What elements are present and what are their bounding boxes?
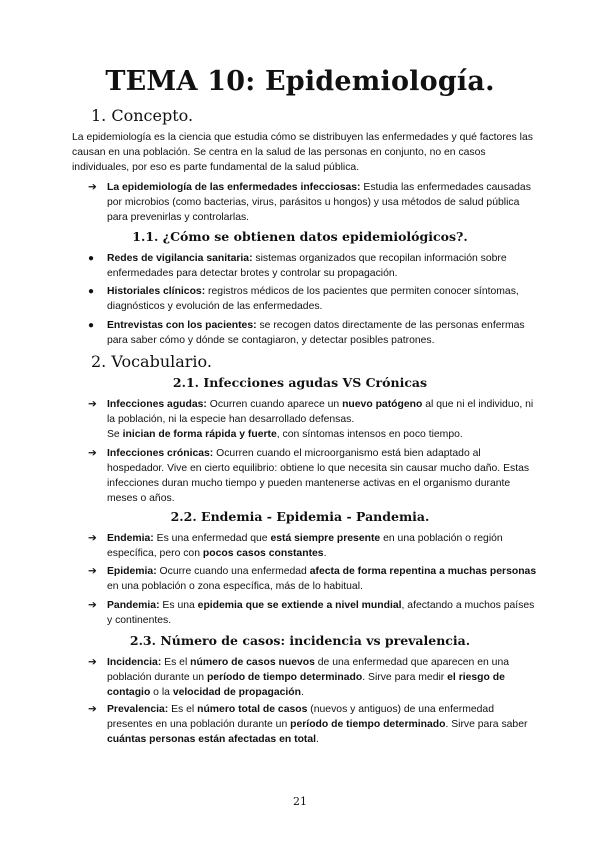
concepto-paragraph: La epidemiología es la ciencia que estudia cómo se distribuyen las enfermedades y qué factores las causan en una población. Se centra en la salud de las personas en conjunto, no en casos individuales, por eso es parte fundamental de la salud pública.: [72, 132, 533, 173]
section-heading-vocabulario: 2. Vocabulario.: [91, 352, 212, 371]
list-item-epidemiologia-infecciosas: ➔ La epidemiología de las enfermedades infecciosas: Estudia las enfermedades causadas por microbios (como bacterias, virus, parásitos u hongos) y usa métodos de salud pública para prevenirlas y controlarlas.: [88, 182, 531, 223]
bullet-icon: ●: [88, 253, 95, 264]
list-item-infecciones-cronicas: ➔ Infecciones crónicas: Ocurren cuando el microorganismo está bien adaptado al hospedador. Vive en cierto equilibrio: obtiene lo que necesita sin causar mucho daño. Estas infecciones duran mucho tiempo y pueden mantenerse activas en el organismo durante meses o años.: [88, 448, 530, 504]
arrow-icon: ➔: [88, 566, 97, 577]
bullet-icon: ●: [88, 286, 95, 297]
subsection-heading-2-1: 2.1. Infecciones agudas VS Crónicas: [172, 375, 428, 390]
arrow-icon: ➔: [88, 399, 97, 410]
bullet-icon: ●: [88, 320, 95, 331]
arrow-icon: ➔: [88, 600, 97, 611]
list-item-incidencia: ➔ Incidencia: Es el número de casos nuevos de una enfermedad que aparecen en una población durante un período de tiempo determinado. Sirve para medir el riesgo de contagio o la velocidad de propagación.: [88, 657, 510, 698]
list-item-epidemia: ➔ Epidemia: Ocurre cuando una enfermedad afecta de forma repentina a muchas personas en una población o zona específica, más de lo habitual.: [88, 566, 537, 592]
list-item-endemia: ➔ Endemia: Es una enfermedad que está siempre presente en una población o región específica, pero con pocos casos constantes.: [88, 533, 503, 559]
arrow-icon: ➔: [88, 448, 97, 459]
subsection-heading-2-3: 2.3. Número de casos: incidencia vs prevalencia.: [129, 633, 471, 648]
section-heading-concepto: 1. Concepto.: [91, 106, 194, 125]
page-title: TEMA 10: Epidemiología.: [105, 66, 495, 97]
list-item-redes-vigilancia: ● Redes de vigilancia sanitaria: sistemas organizados que recopilan información sobre enfermedades para detectar brotes y controlar su propagación.: [88, 253, 507, 279]
list-item-historiales-clinicos: ● Historiales clínicos: registros médicos de los pacientes que permiten conocer síntomas, diagnósticos y evolución de las enfermedades.: [88, 286, 519, 312]
subsection-heading-1-1: 1.1. ¿Cómo se obtienen datos epidemiológicos?.: [132, 229, 468, 244]
list-item-prevalencia: ➔ Prevalencia: Es el número total de casos (nuevos y antiguos) de una enfermedad presentes en una población durante un período de tiempo determinado. Sirve para saber cuántas personas están afectadas en total.: [88, 704, 528, 745]
list-item-pandemia: ➔ Pandemia: Es una epidemia que se extiende a nivel mundial, afectando a muchos países y continentes.: [88, 600, 535, 626]
arrow-icon: ➔: [88, 704, 97, 715]
term: La epidemiología de las enfermedades infecciosas:: [107, 182, 361, 193]
arrow-icon: ➔: [88, 533, 97, 544]
page-number: 21: [293, 795, 307, 808]
list-item-infecciones-agudas: ➔ Infecciones agudas: Ocurren cuando aparece un nuevo patógeno al que ni el individuo, ni la población, ni la especie han desarrollado defensas. Se inician de forma rápida y fuerte, con síntomas intensos en poco tiempo.: [88, 399, 534, 440]
arrow-icon: ➔: [88, 657, 97, 668]
arrow-icon: ➔: [88, 182, 97, 193]
list-item-entrevistas: ● Entrevistas con los pacientes: se recogen datos directamente de las personas enfermas para saber cómo y dónde se contagiaron, y detectar posibles patrones.: [88, 320, 525, 346]
subsection-heading-2-2: 2.2. Endemia - Epidemia - Pandemia.: [170, 509, 430, 524]
